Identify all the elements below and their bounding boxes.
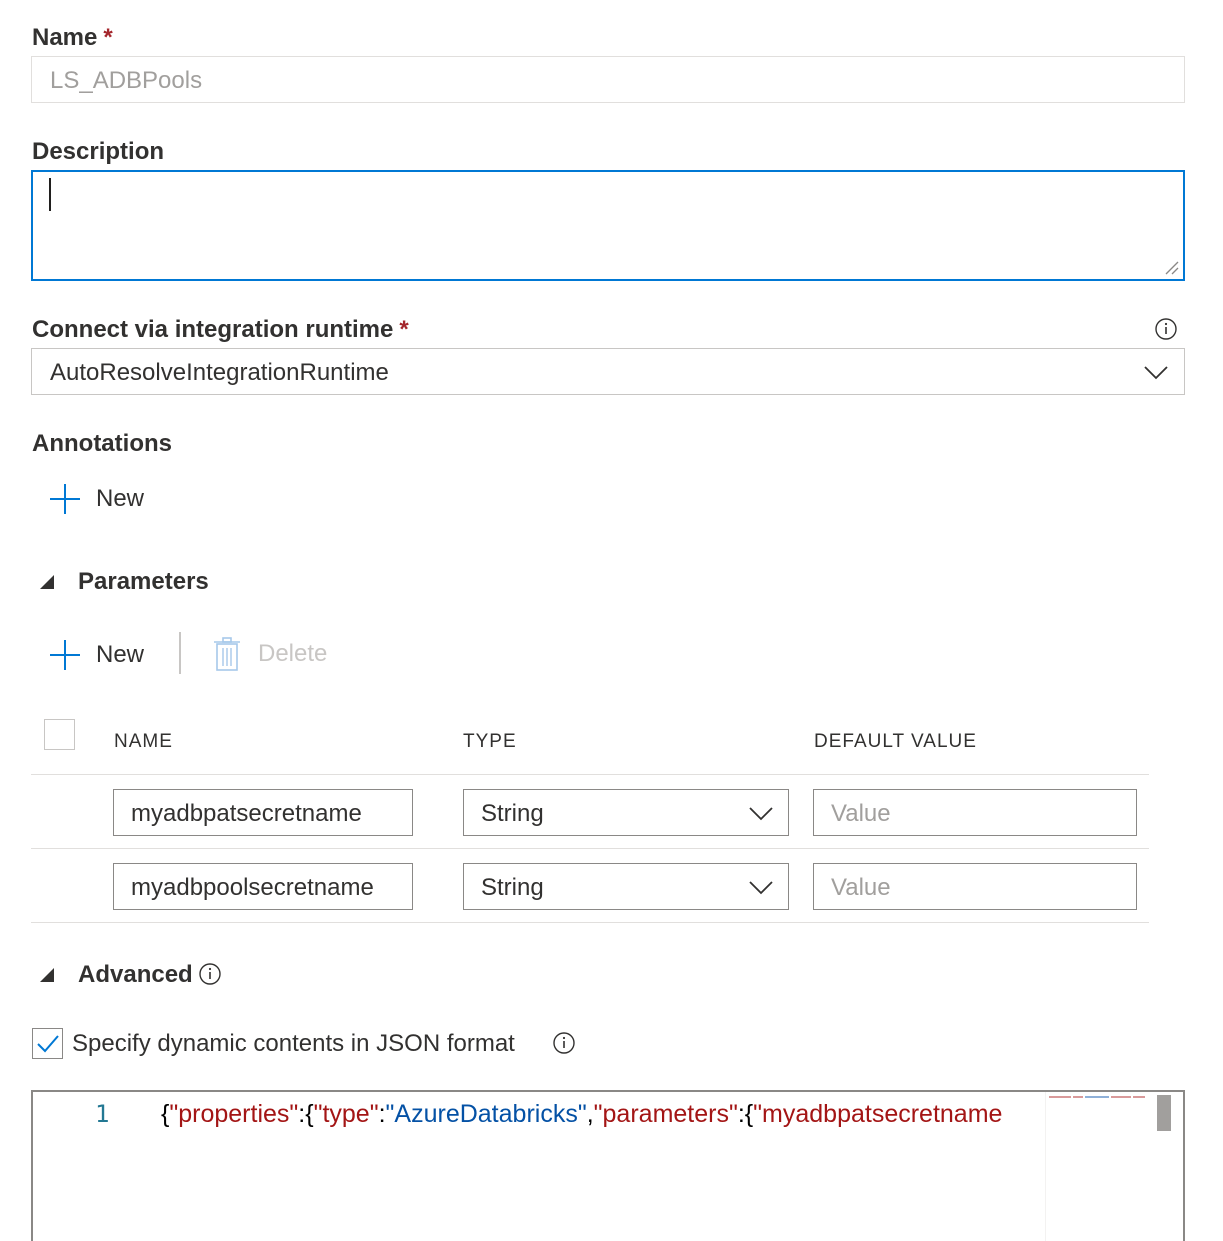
table-divider [31, 774, 1149, 775]
new-label: New [96, 641, 145, 668]
code-token: :{ [737, 1100, 754, 1128]
parameters-section-toggle[interactable] [38, 568, 209, 596]
parameter-name-input[interactable]: myadbpoolsecretname [113, 863, 413, 910]
column-header-type: TYPE [463, 731, 517, 752]
info-icon[interactable] [1154, 317, 1178, 341]
code-token: , [586, 1100, 594, 1128]
minimap-preview [1049, 1096, 1145, 1099]
plus-icon [48, 482, 82, 516]
parameters-label: Parameters [78, 568, 209, 595]
parameter-type-value: String [481, 874, 544, 901]
collapse-triangle-icon [38, 573, 56, 591]
code-token: "AzureDatabricks" [385, 1100, 587, 1128]
runtime-label: Connect via integration runtime * [32, 316, 409, 343]
add-annotation-button[interactable] [48, 482, 144, 516]
runtime-dropdown[interactable] [31, 348, 1185, 395]
collapse-triangle-icon [38, 966, 56, 984]
runtime-selected-value: AutoResolveIntegrationRuntime [50, 359, 389, 386]
code-token: "parameters" [593, 1100, 738, 1128]
chevron-down-icon [1142, 361, 1170, 383]
toolbar-divider [179, 632, 181, 674]
line-number: 1 [95, 1100, 110, 1128]
checkmark-icon [36, 1033, 60, 1055]
parameter-name-input[interactable]: myadbpatsecretname [113, 789, 413, 836]
code-token: "properties" [169, 1100, 299, 1128]
parameter-type-dropdown[interactable] [463, 789, 789, 836]
column-header-name: NAME [114, 731, 173, 752]
parameter-default-value-input[interactable]: Value [813, 789, 1137, 836]
required-asterisk: * [399, 316, 409, 343]
table-divider [31, 848, 1149, 849]
required-asterisk: * [103, 24, 113, 51]
description-label: Description [32, 138, 165, 165]
new-label: New [96, 485, 145, 512]
info-icon[interactable] [198, 962, 222, 986]
code-token: : [378, 1100, 386, 1128]
add-parameter-button[interactable] [48, 638, 144, 672]
description-textarea[interactable] [31, 170, 1185, 281]
delete-label: Delete [258, 640, 328, 667]
name-input[interactable]: LS_ADBPools [31, 56, 1185, 103]
delete-parameter-button[interactable] [212, 636, 327, 672]
info-icon[interactable] [552, 1031, 576, 1055]
code-token: { [161, 1100, 170, 1128]
name-label: Name * [32, 24, 113, 51]
editor-minimap[interactable] [1045, 1092, 1157, 1241]
parameter-default-value-input[interactable]: Value [813, 863, 1137, 910]
parameter-type-dropdown[interactable] [463, 863, 789, 910]
plus-icon [48, 638, 82, 672]
chevron-down-icon [748, 877, 774, 897]
text-caret [49, 178, 51, 211]
code-token: "type" [313, 1100, 379, 1128]
table-divider [31, 922, 1149, 923]
annotations-label: Annotations [32, 430, 172, 457]
code-line[interactable] [161, 1100, 1044, 1129]
advanced-label: Advanced [78, 961, 193, 988]
chevron-down-icon [748, 803, 774, 823]
json-format-checkbox[interactable] [32, 1028, 63, 1059]
column-header-default-value: DEFAULT VALUE [814, 731, 977, 752]
code-token: "myadbpatsecretname [753, 1100, 1003, 1128]
advanced-section-toggle[interactable] [38, 961, 193, 989]
parameter-type-value: String [481, 800, 544, 827]
json-format-label: Specify dynamic contents in JSON format [72, 1030, 515, 1057]
json-code-editor[interactable] [31, 1090, 1185, 1241]
scrollbar-thumb[interactable] [1157, 1095, 1171, 1131]
resize-handle-icon[interactable] [1163, 259, 1179, 275]
code-token: :{ [298, 1100, 314, 1128]
trash-icon [212, 636, 242, 672]
select-all-checkbox[interactable] [44, 719, 75, 750]
